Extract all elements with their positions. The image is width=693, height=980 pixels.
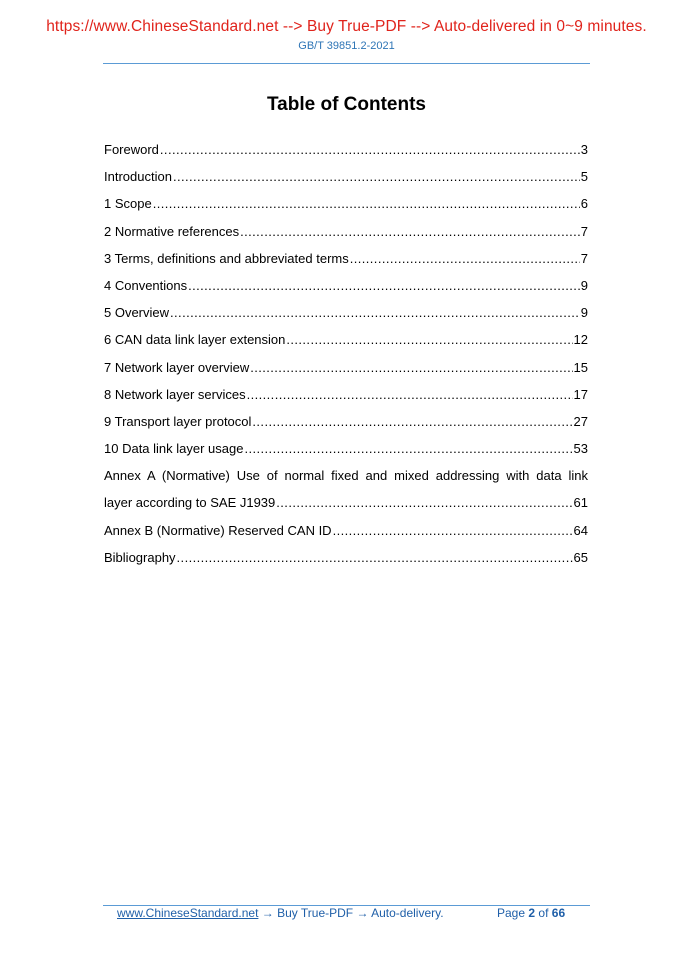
toc-entry-conventions[interactable]	[104, 272, 588, 299]
toc-entry-title: Introduction	[104, 169, 172, 185]
toc-entry-page: 12	[573, 332, 588, 348]
toc-entry-page: 5	[580, 169, 588, 185]
toc-entry-data-link-usage[interactable]	[104, 435, 588, 462]
toc-entry-page: 9	[580, 277, 588, 293]
toc-entry-title: 7 Network layer overview	[104, 359, 250, 375]
toc-entry-page: 17	[573, 386, 588, 402]
document-number: GB/T 39851.2-2021	[298, 40, 395, 52]
toc-entry-page: 7	[580, 250, 588, 266]
toc-entry-introduction[interactable]	[104, 163, 588, 190]
toc-entry-page: 7	[580, 223, 588, 239]
dot-leader	[173, 163, 580, 190]
toc-entry-page: 9	[580, 305, 588, 321]
current-page: 2	[528, 906, 536, 920]
toc-entry-page: 53	[573, 441, 588, 457]
toc-entry-page: 6	[580, 196, 588, 212]
toc-entry-transport-layer[interactable]	[104, 408, 588, 435]
toc-entry-normative-references[interactable]	[104, 218, 588, 245]
toc-entry-title: Annex B (Normative) Reserved CAN ID	[104, 522, 332, 538]
dot-leader	[276, 489, 572, 516]
toc-entry-foreword[interactable]	[104, 136, 588, 163]
toc-entry-title: 2 Normative references	[104, 223, 240, 239]
page-title: Table of Contents	[266, 94, 427, 115]
toc-entry-page: 27	[573, 413, 588, 429]
toc-entry-title: 4 Conventions	[104, 277, 188, 293]
toc-entry-title: 5 Overview	[104, 305, 170, 321]
dot-leader	[350, 245, 580, 272]
toc-entry-terms[interactable]	[104, 245, 588, 272]
toc-entry-scope[interactable]	[104, 190, 588, 217]
toc-entry-annex-b[interactable]	[104, 517, 588, 544]
toc-entry-page: 64	[573, 522, 588, 538]
table-of-contents	[104, 136, 588, 571]
toc-entry-page: 61	[573, 495, 588, 511]
dot-leader	[247, 381, 573, 408]
of-label: of	[538, 906, 549, 920]
dot-leader	[244, 435, 572, 462]
dot-leader	[188, 272, 580, 299]
toc-entry-title: 10 Data link layer usage	[104, 441, 244, 457]
toc-entry-annex-a-line1[interactable]	[104, 462, 588, 489]
toc-entry-title: Foreword	[104, 142, 159, 157]
footer-tagline: → Buy True-PDF → Auto-delivery.	[258, 906, 444, 920]
toc-entry-title: 8 Network layer services	[104, 386, 246, 402]
dot-leader	[153, 190, 580, 217]
toc-entry-page: 3	[580, 142, 588, 157]
toc-entry-title: 6 CAN data link layer extension	[104, 332, 286, 348]
toc-entry-network-layer-services[interactable]	[104, 381, 588, 408]
page-footer	[117, 906, 587, 920]
toc-entry-can-data-link[interactable]	[104, 326, 588, 353]
dot-leader	[170, 299, 580, 326]
dot-leader	[252, 408, 572, 435]
page-indicator	[497, 906, 565, 920]
toc-entry-page: 65	[573, 549, 588, 565]
toc-entry-overview[interactable]	[104, 299, 588, 326]
toc-entry-title: 9 Transport layer protocol	[104, 413, 252, 429]
page-label: Page	[497, 906, 526, 920]
dot-leader	[177, 544, 573, 571]
toc-entry-page: 15	[573, 359, 588, 375]
toc-entry-title: Annex A (Normative) Use of normal fixed and mixed addressing with data link	[104, 468, 588, 484]
toc-entry-annex-a-line2[interactable]	[104, 489, 588, 516]
toc-entry-title: Bibliography	[104, 549, 176, 565]
toc-entry-network-layer-overview[interactable]	[104, 354, 588, 381]
header-divider	[103, 63, 590, 64]
dot-leader	[250, 354, 572, 381]
dot-leader	[240, 218, 580, 245]
toc-entry-title: 3 Terms, definitions and abbreviated terms	[104, 250, 349, 266]
toc-entry-title: 1 Scope	[104, 196, 152, 212]
top-banner: https://www.ChineseStandard.net --> Buy True-PDF --> Auto-delivered in 0~9 minutes.	[46, 18, 647, 35]
dot-leader	[160, 136, 580, 163]
toc-entry-bibliography[interactable]	[104, 544, 588, 571]
dot-leader	[286, 326, 572, 353]
total-pages: 66	[551, 906, 566, 920]
dot-leader	[333, 517, 573, 544]
footer-link[interactable]: www.ChineseStandard.net	[117, 906, 259, 920]
toc-entry-title: layer according to SAE J1939	[104, 495, 276, 511]
